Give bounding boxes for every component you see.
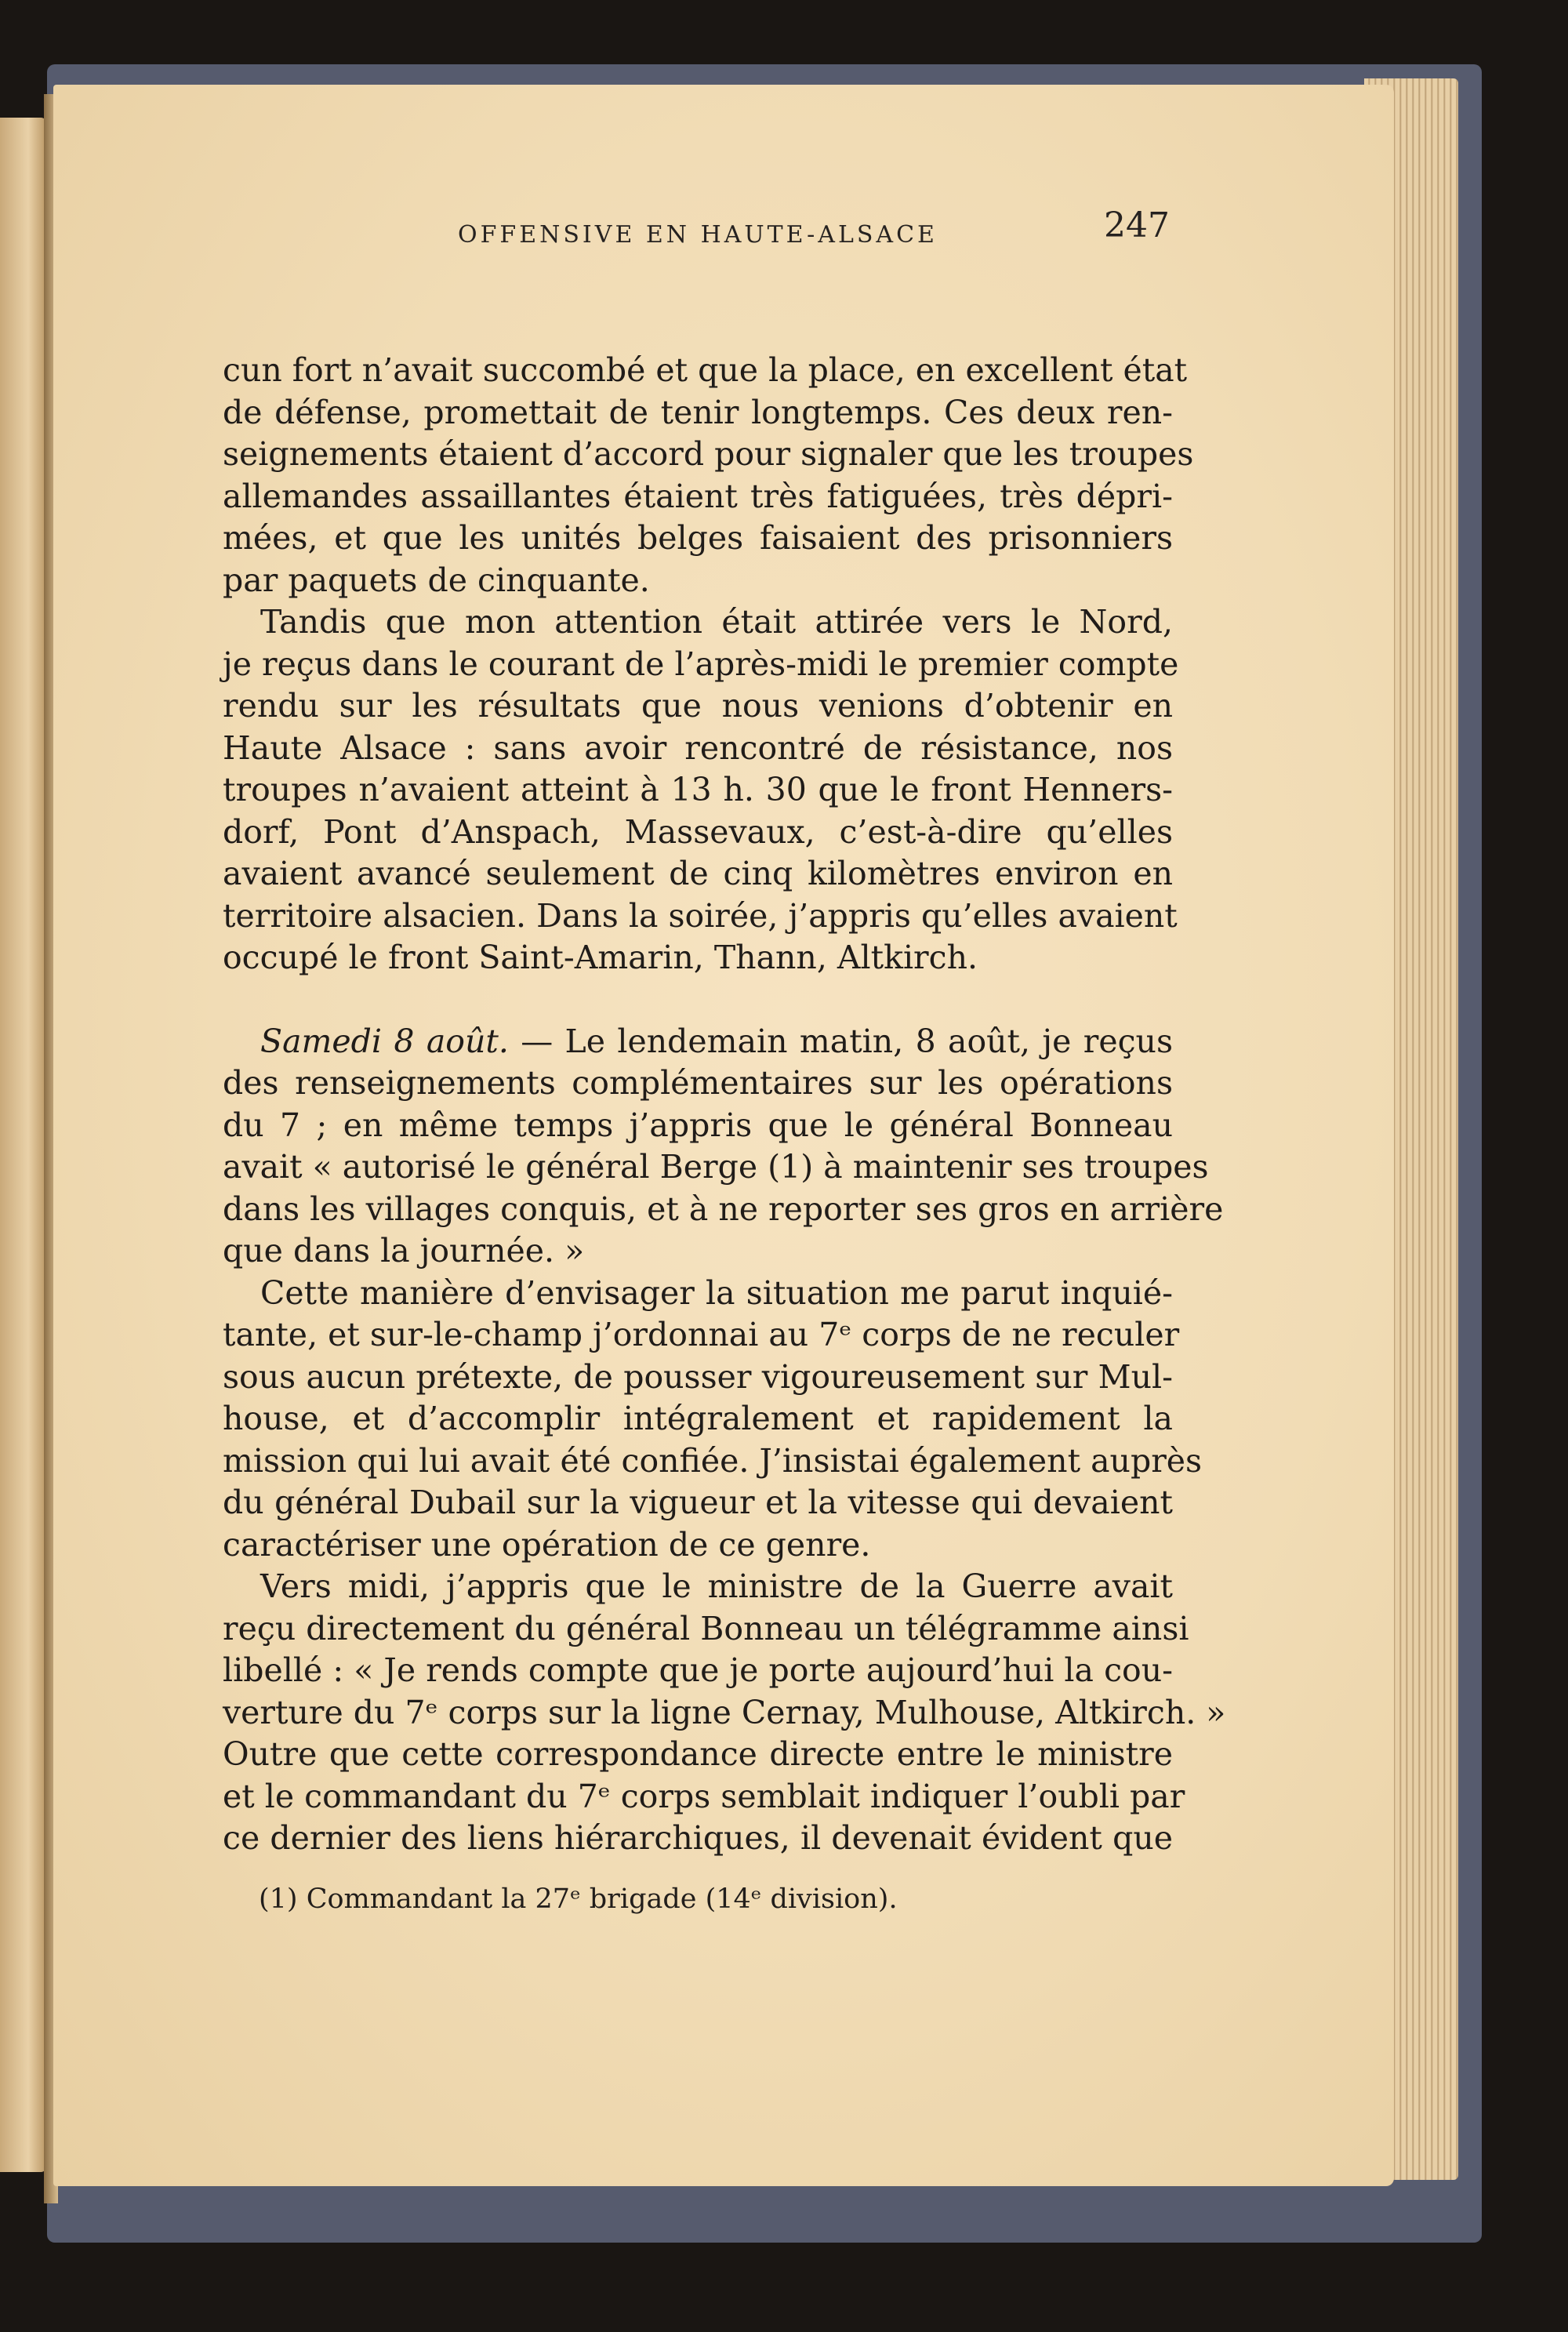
text-line: que dans la journée. » bbox=[223, 1232, 585, 1270]
text-line: occupé le front Saint-Amarin, Thann, Altkirch. bbox=[223, 939, 978, 976]
text-line: et le commandant du 7ᵉ corps semblait indiquer l’oubli par bbox=[223, 1777, 1185, 1815]
text-line: caractériser une opération de ce genre. bbox=[223, 1525, 871, 1564]
text-line: territoire alsacien. Dans la soirée, j’appris qu’elles avaient bbox=[223, 896, 1178, 935]
text-line: avait « autorisé le général Berge (1) à maintenir ses troupes bbox=[223, 1148, 1209, 1186]
text-line: troupes n’avaient atteint à 13 h. 30 que le front Henners- bbox=[223, 771, 1173, 808]
running-head: OFFENSIVE EN HAUTE-ALSACE bbox=[458, 221, 938, 249]
text-line-dated bbox=[223, 1021, 1173, 1063]
text-line: par paquets de cinquante. bbox=[223, 561, 650, 599]
text-line: Tandis que mon attention était attirée vers le Nord, bbox=[260, 603, 1173, 641]
text-line: je reçus dans le courant de l’après-midi le premier compte bbox=[223, 645, 1179, 683]
page-number: 247 bbox=[1104, 205, 1170, 245]
text-line: des renseignements complémentaires sur les opérations bbox=[223, 1064, 1173, 1102]
section-gap bbox=[223, 979, 1173, 1021]
text-line: tante, et sur-le-champ j’ordonnai au 7ᵉ corps de ne reculer bbox=[223, 1316, 1180, 1353]
text-line: sous aucun prétexte, de pousser vigoureusement sur Mul- bbox=[223, 1357, 1173, 1396]
text-line: house, et d’accomplir intégralement et rapidement la bbox=[223, 1400, 1173, 1437]
text-line: mées, et que les unités belges faisaient des prisonniers bbox=[223, 519, 1173, 557]
text-line: du général Dubail sur la vigueur et la vitesse qui devaient bbox=[223, 1484, 1173, 1521]
text-line: avaient avancé seulement de cinq kilomètres environ en bbox=[223, 855, 1173, 892]
text-line: dorf, Pont d’Anspach, Massevaux, c’est-à-dire qu’elles bbox=[223, 812, 1173, 851]
page-header bbox=[223, 205, 1170, 268]
text-line: ce dernier des liens hiérarchiques, il devenait évident que bbox=[223, 1819, 1173, 1857]
date-heading: Samedi 8 août. bbox=[260, 1022, 509, 1060]
date-line-rest: — Le lendemain matin, 8 août, je reçus bbox=[508, 1022, 1173, 1060]
left-page-edge bbox=[0, 118, 47, 2172]
text-line: verture du 7ᵉ corps sur la ligne Cernay, Mulhouse, Altkirch. » bbox=[223, 1693, 1226, 1731]
footnote: (1) Commandant la 27ᵉ brigade (14ᵉ division). bbox=[259, 1883, 898, 1915]
text-line: Vers midi, j’appris que le ministre de la Guerre avait bbox=[260, 1567, 1173, 1605]
text-line: Haute Alsace : sans avoir rencontré de résistance, nos bbox=[223, 728, 1173, 767]
text-line: du 7 ; en même temps j’appris que le général Bonneau bbox=[223, 1106, 1173, 1144]
text-line: Cette manière d’envisager la situation me parut inquié- bbox=[260, 1273, 1173, 1312]
text-line: libellé : « Je rends compte que je porte aujourd’hui la cou- bbox=[223, 1651, 1173, 1689]
text-line: cun fort n’avait succombé et que la place, en excellent état bbox=[223, 351, 1188, 389]
text-line: reçu directement du général Bonneau un télégramme ainsi bbox=[223, 1609, 1189, 1647]
body-text bbox=[223, 350, 1226, 1860]
text-line: mission qui lui avait été confiée. J’insistai également auprès bbox=[223, 1441, 1203, 1480]
text-line: seignements étaient d’accord pour signaler que les troupes bbox=[223, 435, 1194, 473]
text-line: de défense, promettait de tenir longtemps. Ces deux ren- bbox=[223, 393, 1173, 431]
text-line: rendu sur les résultats que nous venions d’obtenir en bbox=[223, 687, 1173, 725]
text-line: dans les villages conquis, et à ne reporter ses gros en arrière bbox=[223, 1190, 1224, 1228]
text-line: Outre que cette correspondance directe entre le ministre bbox=[223, 1735, 1173, 1773]
text-line: allemandes assaillantes étaient très fatiguées, très dépri- bbox=[223, 477, 1173, 515]
